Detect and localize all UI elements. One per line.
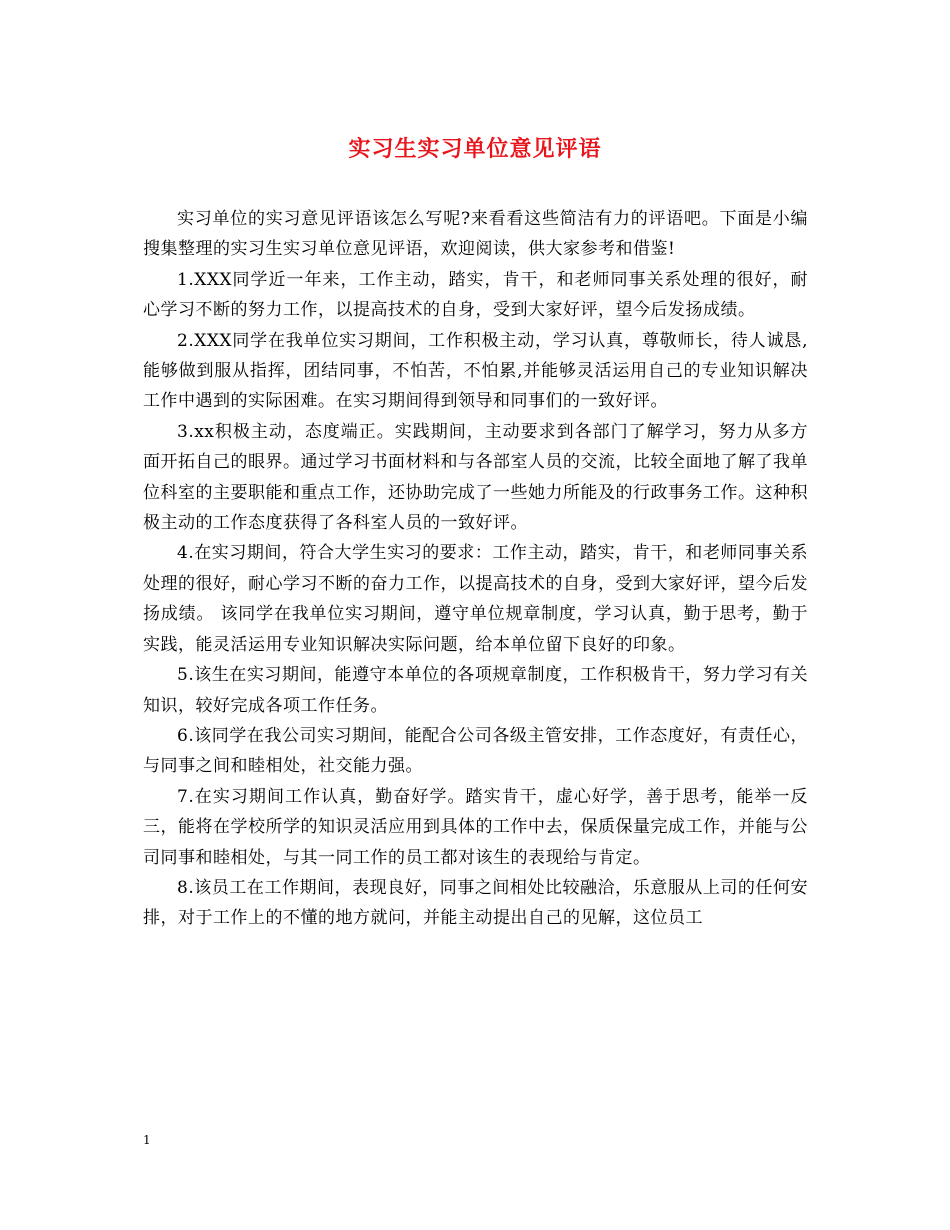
document-body xyxy=(143,204,808,934)
comment-paragraph-3: 3.xx积极主动，态度端正。实践期间，主动要求到各部门了解学习，努力从多方面开拓自己的眼界。通过学习书面材料和与各部室人员的交流，比较全面地了解了我单位科室的主要职能和重点工作，还协助完成了一些她力所能及的行政事务工作。这种积极主动的工作态度获得了各科室人员的一致好评。 xyxy=(143,421,808,534)
comment-paragraph-2: 2.XXX同学在我单位实习期间，工作积极主动，学习认真，尊敬师长，待人诚恳,能够做到服从指挥，团结同事，不怕苦，不怕累,并能够灵活运用自己的专业知识解决工作中遇到的实际困难。在实习期间得到领导和同事们的一致好评。 xyxy=(143,330,808,412)
comment-paragraph-4: 4.在实习期间，符合大学生实习的要求：工作主动，踏实，肯干，和老师同事关系处理的很好，耐心学习不断的奋力工作，以提高技术的自身，受到大家好评，望今后发扬成绩。 该同学在我单位实习期间，遵守单位规章制度，学习认真，勤于思考，勤于实践，能灵活运用专业知识解决实际问题，给本单位留下良好的印象。 xyxy=(143,543,808,655)
document-title: 实习生实习单位意见评语 xyxy=(348,136,602,162)
comment-paragraph-5: 5.该生在实习期间，能遵守本单位的各项规章制度，工作积极肯干，努力学习有关知识，较好完成各项工作任务。 xyxy=(143,665,808,716)
comment-paragraph-1: 1.XXX同学近一年来，工作主动，踏实，肯干，和老师同事关系处理的很好，耐心学习不断的努力工作，以提高技术的自身，受到大家好评，望今后发扬成绩。 xyxy=(143,269,808,321)
intro-paragraph: 实习单位的实习意见评语该怎么写呢?来看看这些简洁有力的评语吧。下面是小编搜集整理的实习生实习单位意见评语，欢迎阅读，供大家参考和借鉴! xyxy=(143,209,808,260)
comment-paragraph-8: 8.该员工在工作期间，表现良好，同事之间相处比较融洽，乐意服从上司的任何安排，对于工作上的不懂的地方就问，并能主动提出自己的见解，这位员工 xyxy=(143,877,808,929)
page-number: 1 xyxy=(143,1133,151,1147)
comment-paragraph-6: 6.该同学在我公司实习期间，能配合公司各级主管安排，工作态度好，有责任心，与同事之间和睦相处，社交能力强。 xyxy=(143,725,808,777)
comment-paragraph-7: 7.在实习期间工作认真，勤奋好学。踏实肯干，虚心好学，善于思考，能举一反三，能将在学校所学的知识灵活应用到具体的工作中去，保质保量完成工作，并能与公司同事和睦相处，与其一同工作的员工都对该生的表现给与肯定。 xyxy=(143,786,808,868)
